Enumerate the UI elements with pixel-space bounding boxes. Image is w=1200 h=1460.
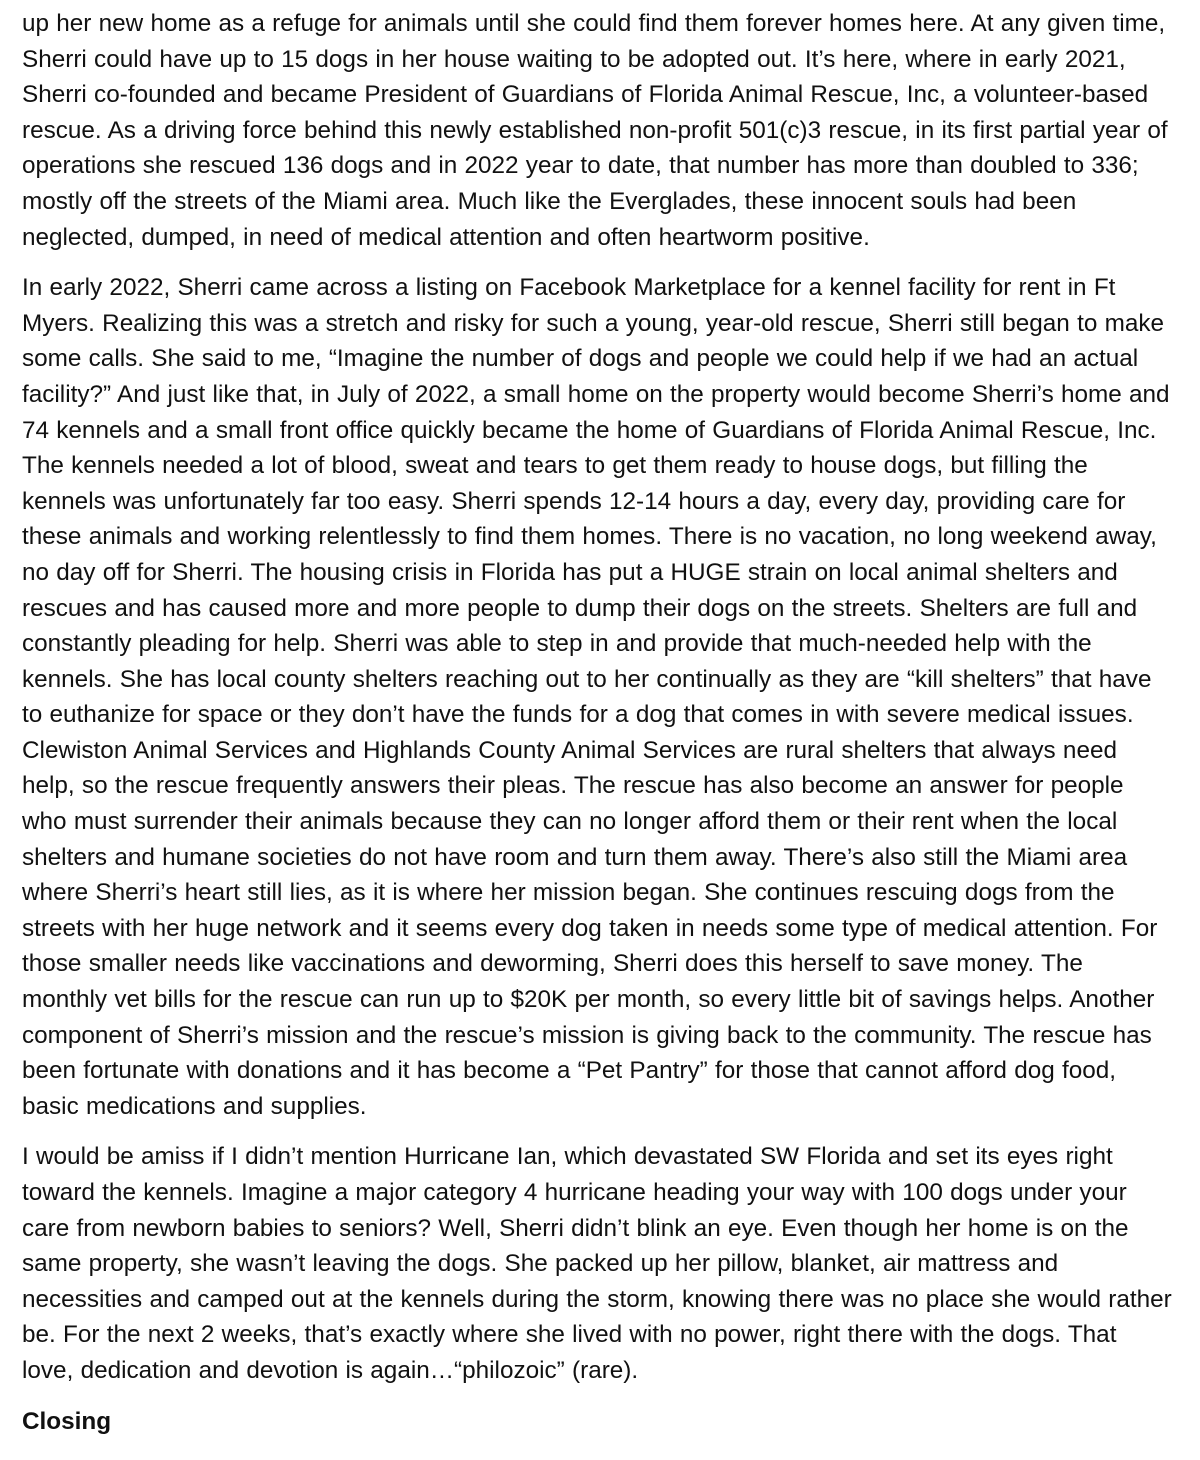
document-page	[22, 6, 1172, 1439]
paragraph-kennel-facility: In early 2022, Sherri came across a listing on Facebook Marketplace for a kennel facility for rent in Ft Myers. Realizing this was a stretch and risky for such a young, year-old rescue, Sherri still began to make some calls. She said to me, “Imagine the number of dogs and people we could help if we had an actual facility?” And just like that, in July of 2022, a small home on the property would become Sherri’s home and 74 kennels and a small front office quickly became the home of Guardians of Florida Animal Rescue, Inc. The kennels needed a lot of blood, sweat and tears to get them ready to house dogs, but filling the kennels was unfortunately far too easy. Sherri spends 12-14 hours a day, every day, providing care for these animals and working relentlessly to find them homes. There is no vacation, no long weekend away, no day off for Sherri. The housing crisis in Florida has put a HUGE strain on local animal shelters and rescues and has caused more and more people to dump their dogs on the streets. Shelters are full and constantly pleading for help. Sherri was able to step in and provide that much-needed help with the kennels. She has local county shelters reaching out to her continually as they are “kill shelters” that have to euthanize for space or they don’t have the funds for a dog that comes in with severe medical issues. Clewiston Animal Services and Highlands County Animal Services are rural shelters that always need help, so the rescue frequently answers their pleas. The rescue has also become an answer for people who must surrender their animals because they can no longer afford them or their rent when the local shelters and humane societies do not have room and turn them away. There’s also still the Miami area where Sherri’s heart still lies, as it is where her mission began. She continues rescuing dogs from the streets with her huge network and it seems every dog taken in needs some type of medical attention. For those smaller needs like vaccinations and deworming, Sherri does this herself to save money. The monthly vet bills for the rescue can run up to $20K per month, so every little bit of savings helps. Another component of Sherri’s mission and the rescue’s mission is giving back to the community. The rescue has been fortunate with donations and it has become a “Pet Pantry” for those that cannot afford dog food, basic medications and supplies.	[22, 274, 1170, 1120]
closing-heading: Closing	[22, 1407, 112, 1435]
paragraph-refuge-and-founding: up her new home as a refuge for animals until she could find them forever homes here. At any given time, Sherri could have up to 15 dogs in her house waiting to be adopted out. It’s here, where in early 2021, Sherri co-founded and became President of Guardians of Florida Animal Rescue, Inc, a volunteer-based rescue. As a driving force behind this newly established non-profit 501(c)3 rescue, in its first partial year of operations she rescued 136 dogs and in 2022 year to date, that number has more than doubled to 336; mostly off the streets of the Miami area. Much like the Everglades, these innocent souls had been neglected, dumped, in need of medical attention and often heartworm positive.	[22, 10, 1168, 251]
paragraph-hurricane-ian: I would be amiss if I didn’t mention Hurricane Ian, which devastated SW Florida and set its eyes right toward the kennels. Imagine a major category 4 hurricane heading your way with 100 dogs under your care from newborn babies to seniors? Well, Sherri didn’t blink an eye. Even though her home is on the same property, she wasn’t leaving the dogs. She packed up her pillow, blanket, air mattress and necessities and camped out at the kennels during the storm, knowing there was no place she would rather be. For the next 2 weeks, that’s exactly where she lived with no power, right there with the dogs. That love, dedication and devotion is again…“philozoic” (rare).	[22, 1143, 1172, 1384]
